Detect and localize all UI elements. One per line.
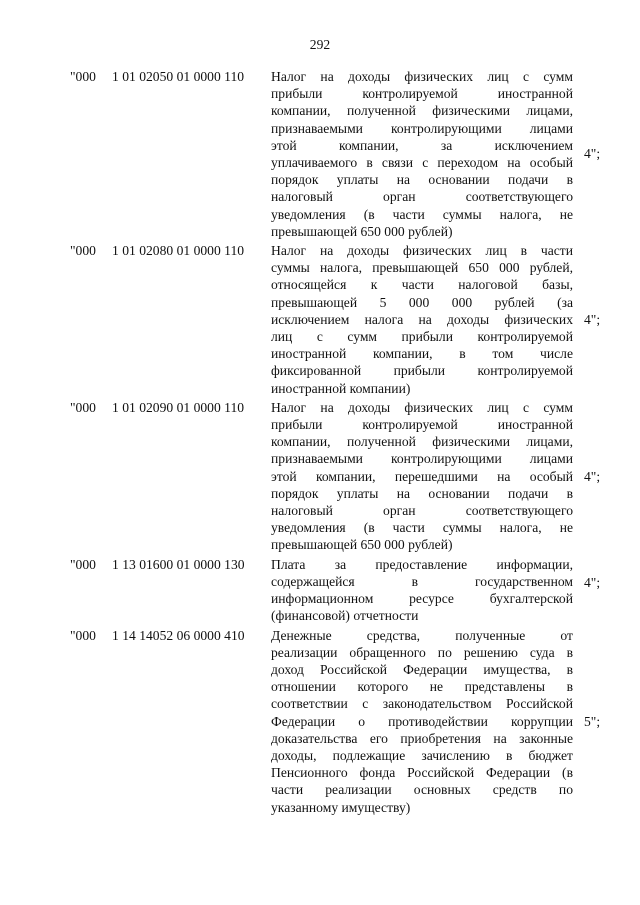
norm-percentage: 5"; (584, 713, 601, 729)
description-line: иностранной компании, в том числе (271, 346, 573, 362)
description-line: Плата за предоставление информации, (271, 556, 573, 572)
table-row (0, 68, 640, 240)
description-line: превышающей 650 000 рублей) (271, 223, 453, 239)
description-line: Федерации о противодействии коррупции (271, 713, 573, 729)
description-line: порядок уплаты на основании подачи в (271, 172, 573, 188)
norm-percentage: 4"; (584, 574, 601, 590)
description-line: суммы налога, превышающей 650 000 рублей, (271, 260, 573, 276)
description-line: соответствии с законодательством Российской (271, 696, 573, 712)
description-line: иностранной компании) (271, 380, 411, 396)
description-line: признаваемыми контролирующими лицами (271, 120, 573, 136)
admin-code: "000 (70, 399, 96, 415)
budget-classification-code: 1 14 14052 06 0000 410 (112, 627, 245, 643)
description-line: реализации обращенного по решению суда в (271, 644, 573, 660)
budget-classification-code: 1 01 02080 01 0000 110 (112, 243, 245, 259)
revenue-description (271, 627, 573, 816)
description-line: содержащейся в государственном (271, 573, 573, 589)
description-line: уплачиваемого в связи с переходом на особый (271, 155, 573, 171)
description-line: информационном ресурсе бухгалтерской (271, 591, 573, 607)
revenue-description (271, 556, 573, 625)
description-line: уведомления (в части суммы налога, не (271, 520, 573, 536)
description-line: признаваемыми контролирующими лицами (271, 451, 573, 467)
table-row (0, 627, 640, 816)
description-line: указанному имуществу) (271, 799, 411, 815)
revenue-description (271, 68, 573, 240)
description-line: Налог на доходы физических лиц с сумм (271, 399, 573, 415)
page-number: 292 (309, 37, 331, 52)
budget-classification-code: 1 01 02090 01 0000 110 (112, 399, 245, 415)
description-line: Денежные средства, полученные от (271, 627, 573, 643)
description-line: части реализации основных средств по (271, 782, 573, 798)
norm-percentage: 4"; (584, 146, 601, 161)
admin-code: "000 (70, 69, 96, 84)
description-line: налоговый орган соответствующего (271, 189, 573, 205)
description-line: этой компании, перешедшими на особый (271, 468, 573, 484)
admin-code: "000 (70, 243, 96, 259)
table-row (0, 242, 640, 397)
description-line: Налог на доходы физических лиц в части (271, 243, 573, 259)
description-line: прибыли контролируемой иностранной (271, 86, 573, 102)
description-line: компании, полученной физическими лицами, (271, 434, 573, 450)
description-line: превышающей 650 000 рублей) (271, 537, 453, 553)
description-line: этой компании, за исключением (271, 137, 573, 153)
table-row (0, 399, 640, 554)
description-line: фиксированной прибыли контролируемой (271, 363, 573, 379)
description-line: Пенсионного фонда Российской Федерации (в (271, 765, 573, 781)
description-line: лиц с сумм прибыли контролируемой (271, 329, 573, 345)
description-line: компании, полученной физическими лицами, (271, 103, 573, 119)
description-line: доходы, подлежащие зачислению в бюджет (271, 747, 573, 763)
norm-percentage: 4"; (584, 468, 601, 484)
description-line: прибыли контролируемой иностранной (271, 417, 573, 433)
revenue-code-table (0, 68, 640, 818)
description-line: Налог на доходы физических лиц с сумм (271, 69, 573, 84)
description-line: порядок уплаты на основании подачи в (271, 485, 573, 501)
budget-classification-code: 1 13 01600 01 0000 130 (112, 556, 245, 572)
description-line: доход Российской Федерации имущества, в (271, 661, 573, 677)
table-row (0, 556, 640, 625)
revenue-description (271, 242, 573, 397)
description-line: налоговый орган соответствующего (271, 503, 573, 519)
description-line: (финансовой) отчетности (271, 608, 419, 624)
revenue-description (271, 399, 573, 554)
description-line: относящейся к части налоговой базы, (271, 277, 573, 293)
description-line: исключением налога на доходы физических (271, 311, 573, 327)
description-line: уведомления (в части суммы налога, не (271, 206, 573, 222)
norm-percentage: 4"; (584, 312, 601, 328)
budget-classification-code: 1 01 02050 01 0000 110 (112, 69, 245, 84)
admin-code: "000 (70, 627, 96, 643)
admin-code: "000 (70, 556, 96, 572)
description-line: доказательства его приобретения на законные (271, 730, 573, 746)
description-line: отношении которого не представлены в (271, 679, 573, 695)
description-line: превышающей 5 000 000 рублей (за (271, 294, 573, 310)
